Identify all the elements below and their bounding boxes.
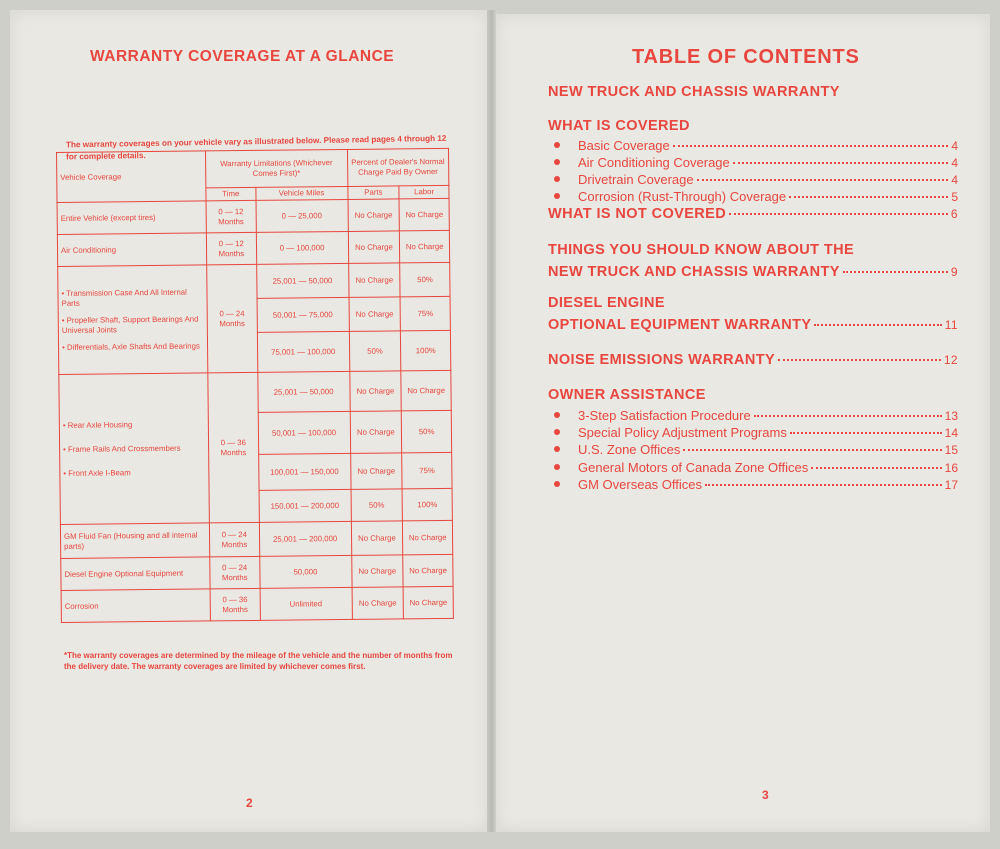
toc-item[interactable] xyxy=(554,138,958,153)
row-labor: 75% xyxy=(402,452,452,489)
header-vehicle-coverage: Vehicle Coverage xyxy=(57,151,206,203)
toc-section-owner: OWNER ASSISTANCE xyxy=(548,387,706,403)
row-parts: No Charge xyxy=(348,199,400,232)
row-parts: No Charge xyxy=(348,231,400,264)
footnote: *The warranty coverages are determined by the mileage of the vehicle and the number of months from the delivery date. The warranty coverages are limited by whichever comes first. xyxy=(64,651,453,671)
row-parts: 50% xyxy=(349,331,401,372)
page-number: 2 xyxy=(246,796,253,810)
row-miles: 50,000 xyxy=(259,555,351,588)
row-miles: 75,001 — 100,000 xyxy=(257,331,349,372)
header-warranty-limitations: Warranty Limitations (Whichever Comes First)* xyxy=(205,149,347,187)
leader-dots xyxy=(673,145,949,147)
row-parts: No Charge xyxy=(349,371,401,412)
row-time: 0 — 24 Months xyxy=(210,556,260,589)
toc-item-page: 11 xyxy=(944,318,958,332)
row-parts: No Charge xyxy=(351,555,403,588)
toc-section-not-covered[interactable] xyxy=(548,206,958,222)
coverage-table xyxy=(56,148,454,623)
list-item: • Rear Axle Housing xyxy=(62,419,133,430)
row-miles: 25,001 — 50,000 xyxy=(256,263,348,298)
toc-item-label: Corrosion (Rust-Through) Coverage xyxy=(578,189,787,204)
bullet-icon xyxy=(554,446,560,452)
list-item: • Frame Rails And Crossmembers xyxy=(63,443,181,454)
toc-item-label: Drivetrain Coverage xyxy=(578,172,694,187)
toc-item[interactable] xyxy=(554,425,958,440)
row-miles: 0 — 100,000 xyxy=(256,231,348,264)
row-coverage: Diesel Engine Optional Equipment xyxy=(61,557,210,591)
leader-dots xyxy=(790,432,942,434)
toc-item-label: Basic Coverage xyxy=(578,138,670,153)
table-row xyxy=(61,554,453,590)
leader-dots xyxy=(697,179,949,181)
toc-item-page: 6 xyxy=(950,207,958,221)
toc-item-page: 4 xyxy=(951,156,958,170)
row-time: 0 — 24 Months xyxy=(209,522,259,557)
toc-section-diesel-2[interactable] xyxy=(548,317,958,333)
toc-item-page: 5 xyxy=(951,190,958,204)
row-miles: Unlimited xyxy=(260,587,352,620)
leader-dots xyxy=(811,467,941,469)
toc-item[interactable] xyxy=(554,189,958,204)
table-row xyxy=(59,370,451,414)
row-labor: 75% xyxy=(400,296,450,331)
right-page xyxy=(496,14,990,832)
page-title: WARRANTY COVERAGE AT A GLANCE xyxy=(90,48,395,65)
leader-dots xyxy=(814,324,941,326)
toc-section-new-truck: NEW TRUCK AND CHASSIS WARRANTY xyxy=(548,84,840,100)
row-miles: 50,001 — 75,000 xyxy=(257,297,349,332)
row-coverage: Air Conditioning xyxy=(57,233,206,267)
toc-section-label: NOISE EMISSIONS WARRANTY xyxy=(548,352,776,368)
row-parts: No Charge xyxy=(349,297,401,332)
toc-item[interactable] xyxy=(554,172,958,187)
toc-item-page: 12 xyxy=(943,353,958,367)
row-labor: No Charge xyxy=(401,370,451,411)
toc-item[interactable] xyxy=(554,155,958,170)
toc-item-label: GM Overseas Offices xyxy=(578,477,703,492)
toc-item-label: U.S. Zone Offices xyxy=(578,442,681,457)
header-time: Time xyxy=(206,187,256,201)
row-parts: No Charge xyxy=(348,263,400,298)
toc-section-diesel: DIESEL ENGINE xyxy=(548,295,665,311)
row-miles: 100,001 — 150,000 xyxy=(258,453,350,490)
row-labor: No Charge xyxy=(400,230,450,263)
list-item: • Propeller Shaft, Support Bearings And Universal Joints xyxy=(61,314,199,335)
toc-item-label: Air Conditioning Coverage xyxy=(578,155,730,170)
leader-dots xyxy=(683,449,941,451)
list-item: • Front Axle I-Beam xyxy=(63,467,131,478)
header-parts: Parts xyxy=(347,186,399,200)
row-parts: No Charge xyxy=(350,411,402,454)
bullet-icon xyxy=(554,142,560,148)
leader-dots xyxy=(754,415,942,417)
toc-section-things-2[interactable] xyxy=(548,264,958,280)
row-coverage-drivetrain xyxy=(58,265,208,375)
leader-dots xyxy=(705,484,942,486)
page-number: 3 xyxy=(762,788,769,802)
leader-dots xyxy=(789,196,948,198)
toc-section-label: OPTIONAL EQUIPMENT WARRANTY xyxy=(548,317,812,333)
row-labor: 50% xyxy=(400,262,450,297)
row-labor: 100% xyxy=(401,330,451,371)
bullet-icon xyxy=(554,176,560,182)
table-row xyxy=(58,262,450,300)
toc-section-label: WHAT IS NOT COVERED xyxy=(548,206,727,222)
toc-item-page: 14 xyxy=(944,426,958,440)
row-coverage-axle xyxy=(59,373,210,525)
bullet-icon xyxy=(554,429,560,435)
toc-item-label: 3-Step Satisfaction Procedure xyxy=(578,408,751,423)
header-miles: Vehicle Miles xyxy=(256,186,348,200)
row-miles: 150,001 — 200,000 xyxy=(259,489,351,522)
toc-section-label: NEW TRUCK AND CHASSIS WARRANTY xyxy=(548,264,840,280)
left-page xyxy=(10,10,488,832)
toc-item-page: 13 xyxy=(944,409,958,423)
row-coverage: Corrosion xyxy=(61,589,210,623)
header-percent: Percent of Dealer's Normal Charge Paid By Owner xyxy=(347,148,449,186)
toc-item-label: General Motors of Canada Zone Offices xyxy=(578,460,809,475)
list-item: • Differentials, Axle Shafts And Bearings xyxy=(61,341,200,352)
toc-item-page: 9 xyxy=(950,265,958,279)
bullet-icon xyxy=(554,464,560,470)
row-labor: No Charge xyxy=(399,198,449,231)
toc-item[interactable] xyxy=(554,408,958,423)
row-coverage: Entire Vehicle (except tires) xyxy=(57,201,206,235)
row-time: 0 — 12 Months xyxy=(206,232,256,265)
row-time: 0 — 36 Months xyxy=(210,588,260,621)
table-row xyxy=(60,520,452,558)
toc-item-page: 17 xyxy=(944,478,958,492)
toc-item[interactable] xyxy=(554,460,958,475)
leader-dots xyxy=(729,213,948,215)
row-time: 0 — 36 Months xyxy=(208,372,259,523)
row-labor: No Charge xyxy=(403,520,453,555)
row-parts: 50% xyxy=(351,489,403,522)
toc-item-page: 16 xyxy=(944,461,958,475)
toc-title: TABLE OF CONTENTS xyxy=(632,46,860,68)
row-time: 0 — 24 Months xyxy=(207,264,258,373)
row-parts: No Charge xyxy=(351,521,403,556)
intro-text: The warranty coverages on your vehicle vary as illustrated below. Please read pages 4 through 12 for complete details. xyxy=(65,133,447,162)
row-miles: 0 — 25,000 xyxy=(256,199,348,232)
row-miles: 50,001 — 100,000 xyxy=(258,411,350,454)
toc-item[interactable] xyxy=(554,477,958,492)
toc-item[interactable] xyxy=(554,442,958,457)
header-labor: Labor xyxy=(399,185,449,199)
bullet-icon xyxy=(554,159,560,165)
row-time: 0 — 12 Months xyxy=(206,200,256,233)
row-labor: No Charge xyxy=(403,554,453,587)
row-labor: No Charge xyxy=(403,586,453,619)
toc-item-page: 15 xyxy=(944,443,958,457)
bullet-icon xyxy=(554,412,560,418)
toc-item-page: 4 xyxy=(951,139,958,153)
leader-dots xyxy=(733,162,949,164)
table-row xyxy=(61,586,453,622)
list-item: • Transmission Case And All Internal Parts xyxy=(61,287,187,308)
toc-section-what-covered: WHAT IS COVERED xyxy=(548,118,690,134)
leader-dots xyxy=(778,359,941,361)
bullet-icon xyxy=(554,481,560,487)
row-miles: 25,001 — 200,000 xyxy=(259,521,351,556)
toc-item-label: Special Policy Adjustment Programs xyxy=(578,425,787,440)
toc-section-things: THINGS YOU SHOULD KNOW ABOUT THE xyxy=(548,242,855,258)
row-labor: 50% xyxy=(402,410,452,453)
table-row xyxy=(57,230,449,266)
row-parts: No Charge xyxy=(350,453,402,490)
bullet-icon xyxy=(554,193,560,199)
table-row xyxy=(57,198,449,234)
toc-section-noise[interactable] xyxy=(548,352,958,368)
row-parts: No Charge xyxy=(352,587,404,620)
row-labor: 100% xyxy=(402,488,452,521)
leader-dots xyxy=(843,271,948,273)
row-miles: 25,001 — 50,000 xyxy=(257,371,349,412)
toc-item-page: 4 xyxy=(951,173,958,187)
row-coverage: GM Fluid Fan (Housing and all internal parts) xyxy=(60,523,209,559)
